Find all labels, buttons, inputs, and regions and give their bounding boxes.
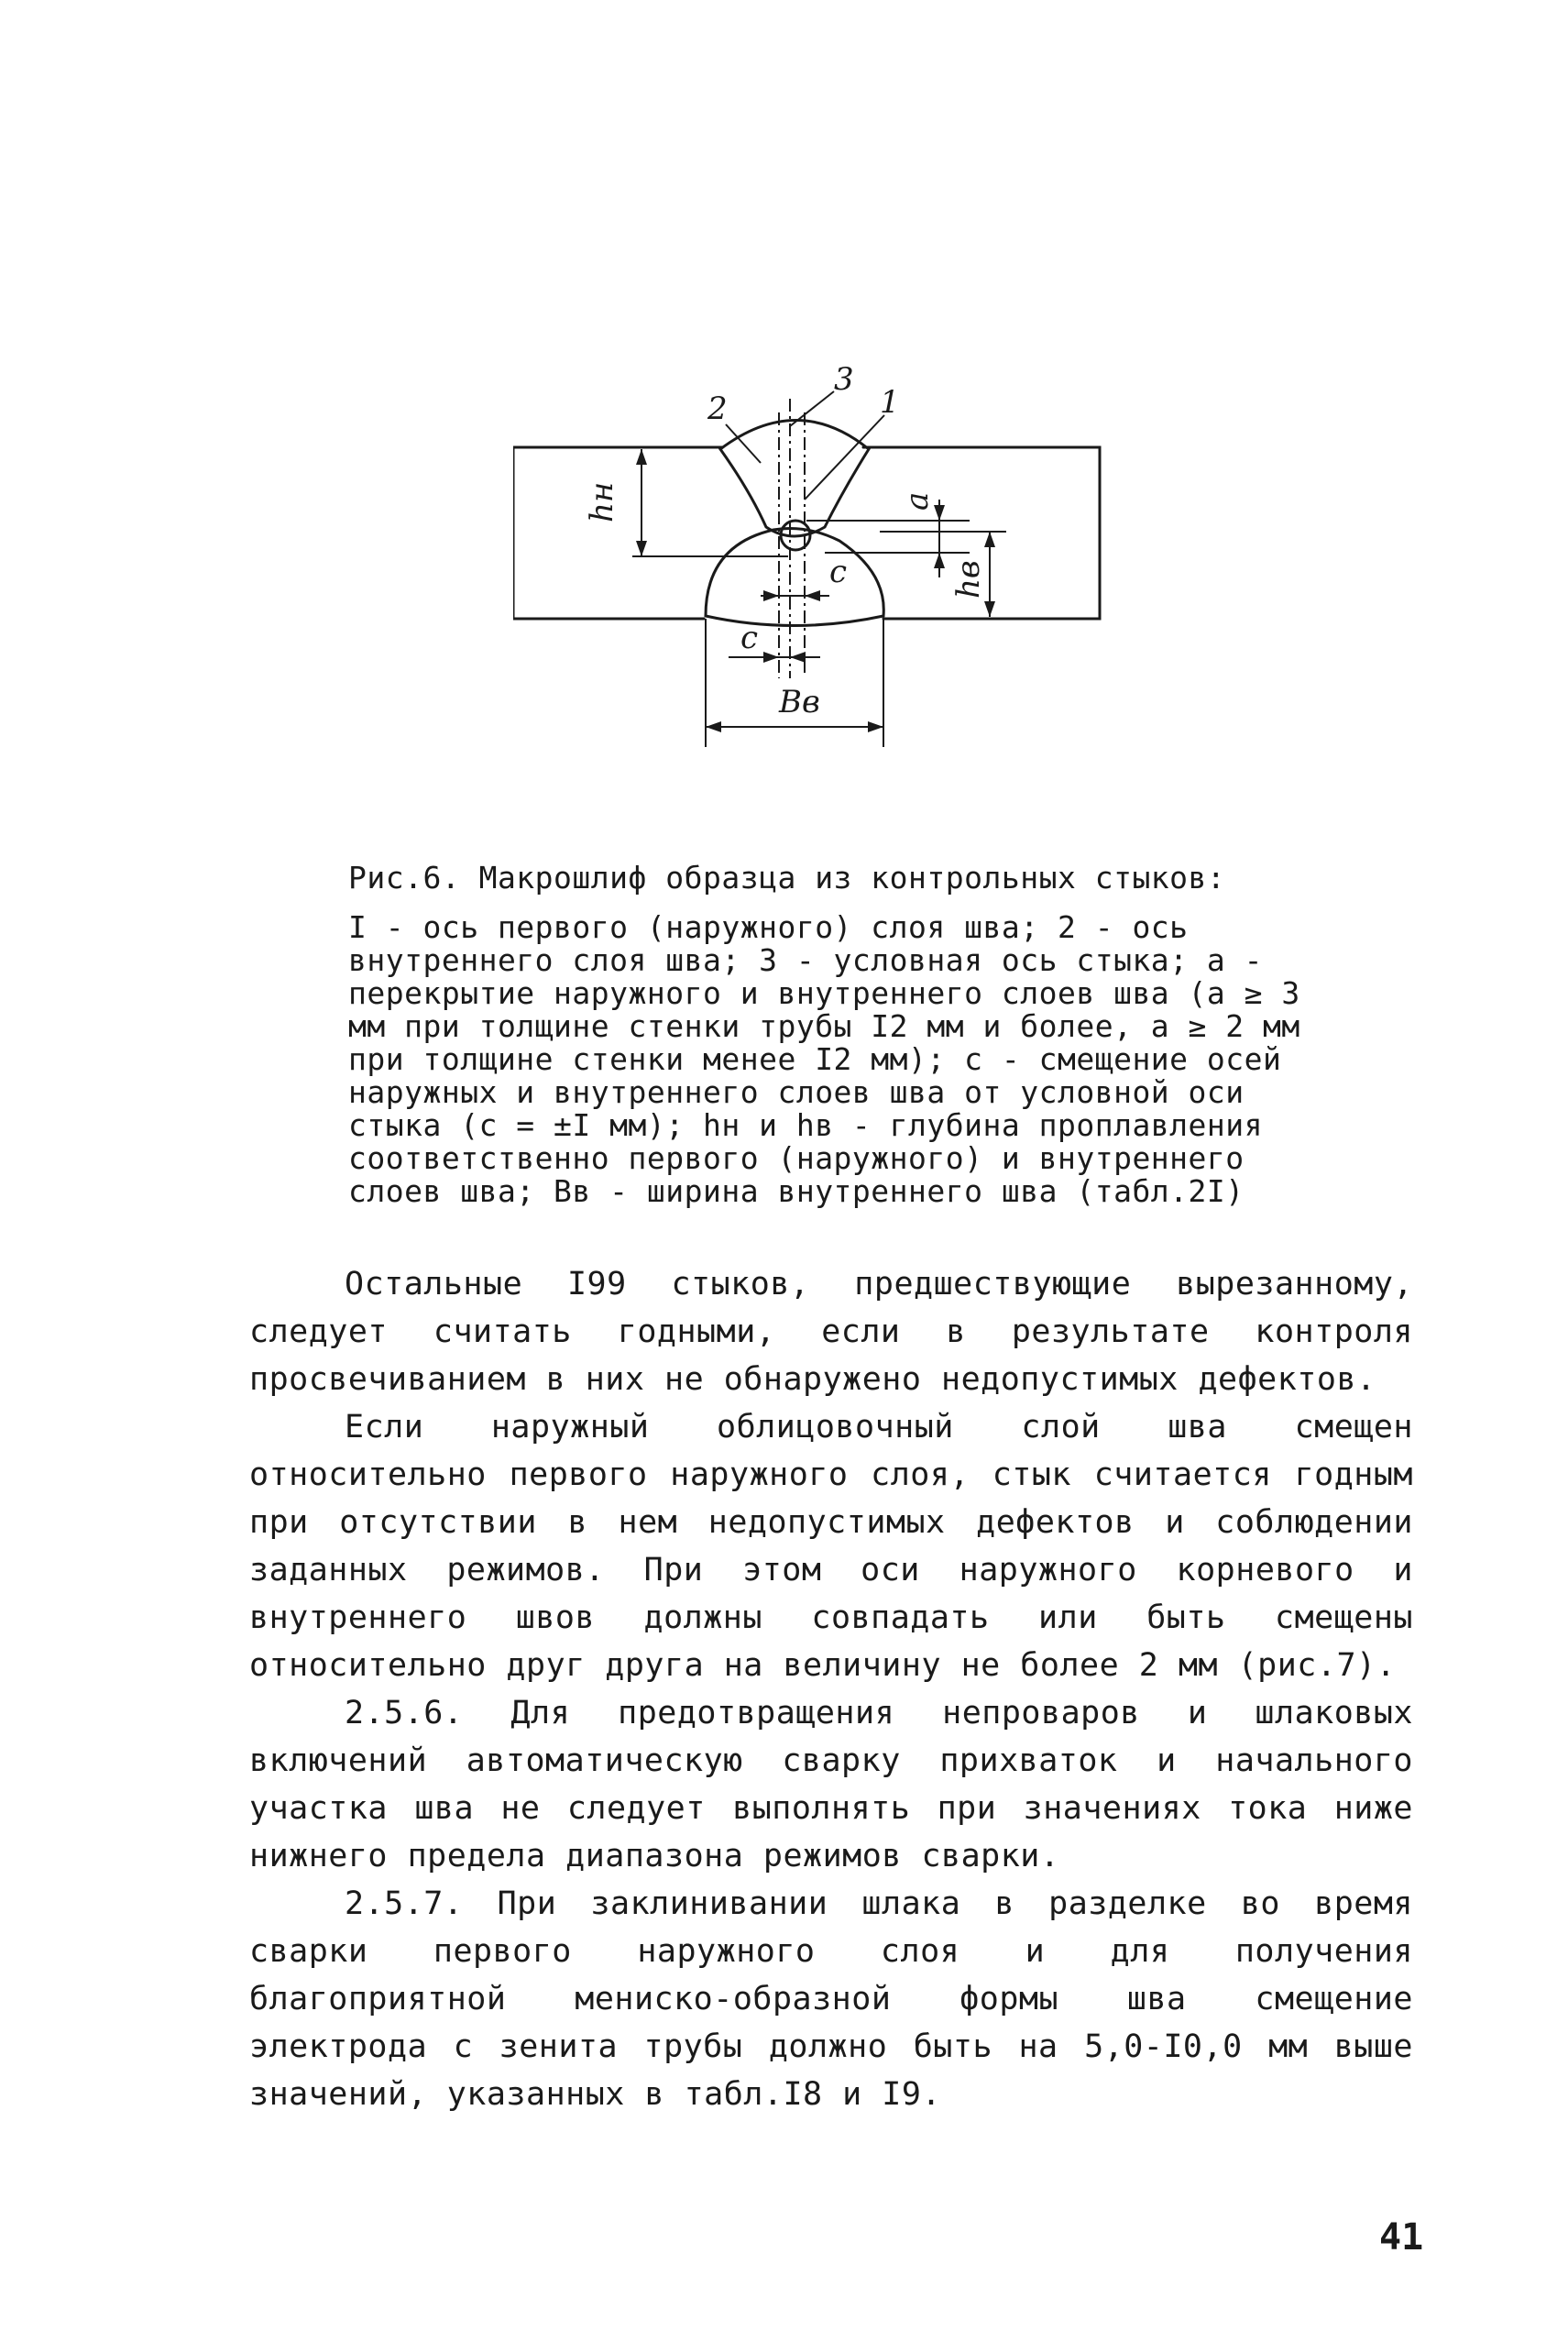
callout-1-leader [805,415,884,500]
figure-caption [348,862,1347,1208]
outer-weld-contour [720,421,869,537]
dim-c-upper-label: c [829,554,848,590]
inner-weld-contour [706,529,883,626]
dim-c-lower-label: c [740,620,759,656]
pipe-wall-left [513,447,722,619]
paragraph: 2.5.6. Для предотвращения непроваров и шлаковых включений автоматическую сварку прихваток и начального участка шва не следует выполнять при значениях тока ниже нижнего предела диапазона режимов сварки. [249,1695,1413,1874]
paragraph: 2.5.7. При заклинивании шлака в разделке во время сварки первого наружного слоя и для получения благоприятной мениско-образной формы шва смещение электрода с зенита трубы должно быть на 5,0-I0,0 мм выше значений, указанных в табл.I8 и I9. [249,1885,1413,2113]
callout-3-label: 3 [834,362,854,398]
figure-title: Рис.6. Макрошлиф образца из контрольных стыков: [348,860,1226,896]
callout-1-label: 1 [880,384,900,421]
figure-legend: I - ось первого (наружного) слоя шва; 2 - ось внутреннего слоя шва; 3 - условная ось стыка; a - перекрытие наружного и внутреннего слоев шва (a ≥ 3 мм при толщине стенки трубы I2 мм и более, a ≥ 2 мм при толщине стенки менее I2 мм); c - смещение осей наружных и внутреннего слоев шва от условной оси стыка (c = ±I мм); hн и hв - глубина проплавления соответственно первого (наружного) и внутреннего слоев шва; Bв - ширина внутреннего шва (табл.2I) [348,909,1320,1209]
dim-hn-label: hн [584,481,620,522]
dim-a-label: a [899,491,936,511]
page-number: 41 [1379,2216,1424,2259]
paragraph: Остальные I99 стыков, предшествующие вырезанному, следует считать годными, если в результате контроля просвечиванием в них не обнаружено недопустимых дефектов. [249,1266,1413,1398]
weld-macrosection-figure [513,362,1136,765]
dim-bv-label: Bв [779,684,820,720]
callout-2-label: 2 [707,390,728,427]
paragraph: Если наружный облицовочный слой шва смещен относительно первого наружного слоя, стык считается годным при отсутствии в нем недопустимых дефектов и соблюдении заданных режимов. При этом оси наружного корневого и внутреннего швов должны совпадать или быть смещены относительно друг друга на величину не более 2 мм (рис.7). [249,1409,1413,1684]
dim-hv-label: hв [950,560,987,599]
body-text [249,1260,1413,2118]
